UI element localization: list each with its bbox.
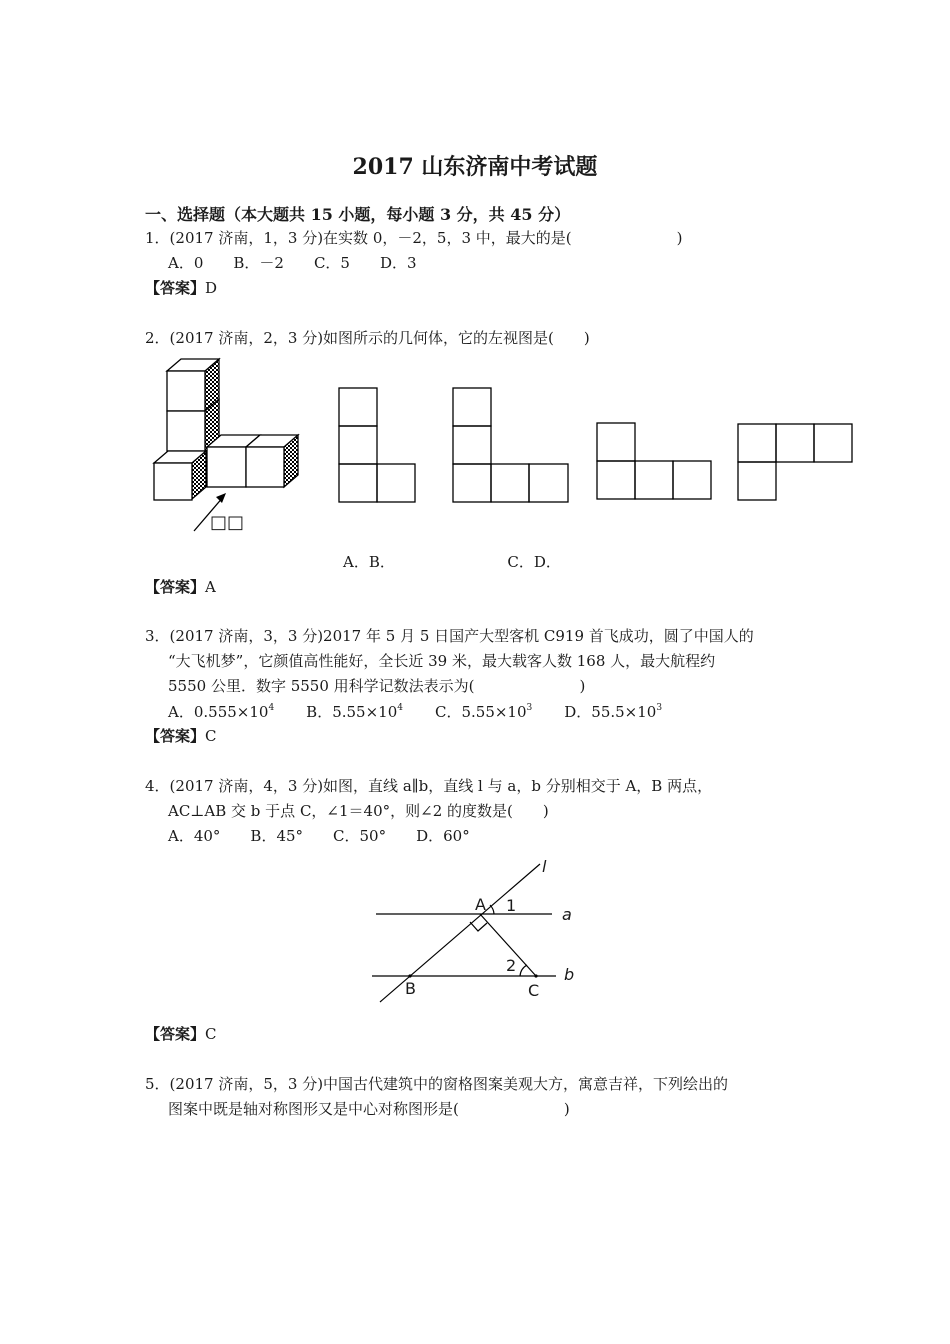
label-l: l — [542, 857, 547, 876]
question-2-answer — [145, 577, 216, 597]
option-c: C．$5.55\times 10^3$ — [434, 703, 533, 721]
answer-tag: 【答案】 — [145, 1025, 206, 1043]
option-d: D．$55.5\times 10^3$ — [564, 703, 663, 721]
question-1-answer — [145, 278, 217, 298]
answer-value: A — [205, 578, 216, 596]
label-angle-1: 1 — [506, 896, 517, 915]
question-2-options: A．B． C．D． — [343, 553, 561, 571]
answer-tag: 【答案】 — [145, 727, 206, 745]
question-2-stem: 2．(2017 济南，2，3 分)如图所示的几何体，它的左视图是( ) — [145, 329, 590, 347]
answer-value: C — [205, 1025, 217, 1043]
question-4-stem-line-2: AC⊥AB 交 b 于点 C，∠1＝40°，则∠2 的度数是( ) — [168, 802, 549, 820]
question-3-answer — [145, 726, 217, 746]
question-4-answer — [145, 1024, 217, 1044]
page-title: 2017 山东济南中考试题 — [352, 154, 598, 180]
question-1-stem: 1．(2017 济南，1，3 分)在实数 0，－2，5，3 中，最大的是( ) — [145, 229, 683, 247]
view-direction-label: □□ — [210, 512, 245, 533]
question-3-stem-line-3: 5550 公里．数字 5550 用科学记数法表示为( ) — [168, 677, 586, 695]
question-3-options — [168, 702, 662, 722]
question-5-stem-line-2: 图案中既是轴对称图形又是中心对称图形是( ) — [168, 1100, 570, 1118]
q2-option-b-figure — [452, 387, 572, 503]
q2-option-d-figure — [737, 423, 855, 503]
q4-geometry-figure — [370, 852, 590, 1010]
answer-value: D — [205, 279, 218, 297]
question-3-stem-line-2: “大飞机梦”，它颜值高性能好，全长近 39 米，最大载客人数 168 人，最大航程约 — [168, 652, 716, 670]
label-point-b: B — [405, 979, 416, 998]
question-4-options: A．40° B．45° C．50° D．60° — [168, 827, 470, 845]
option-a: A．$0.555\times 10^4$ — [168, 703, 275, 721]
answer-tag: 【答案】 — [145, 279, 206, 297]
q2-option-a-figure — [338, 387, 418, 503]
q2-option-c-figure — [596, 422, 714, 502]
option-b: B．$5.55\times 10^4$ — [306, 703, 403, 721]
question-5-stem-line-1: 5．(2017 济南，5，3 分)中国古代建筑中的窗格图案美观大方，寓意吉祥，下列绘出的 — [145, 1075, 729, 1093]
section-heading: 一、选择题（本大题共 15 小题，每小题 3 分，共 45 分） — [145, 205, 571, 224]
question-1-options: A．0 B．－2 C．5 D．3 — [168, 254, 417, 272]
answer-value: C — [205, 727, 217, 745]
label-angle-2: 2 — [506, 956, 517, 975]
label-point-c: C — [528, 981, 540, 1000]
label-a: a — [562, 905, 572, 924]
answer-tag: 【答案】 — [145, 578, 206, 596]
question-4-stem-line-1: 4．(2017 济南，4，3 分)如图，直线 a∥b，直线 l 与 a，b 分别相交于 A，B 两点， — [145, 777, 713, 795]
question-3-stem-line-1: 3．(2017 济南，3，3 分)2017 年 5 月 5 日国产大型客机 C919 首飞成功，圆了中国人的 — [145, 627, 754, 645]
label-b: b — [564, 965, 575, 984]
label-point-a: A — [475, 895, 486, 914]
